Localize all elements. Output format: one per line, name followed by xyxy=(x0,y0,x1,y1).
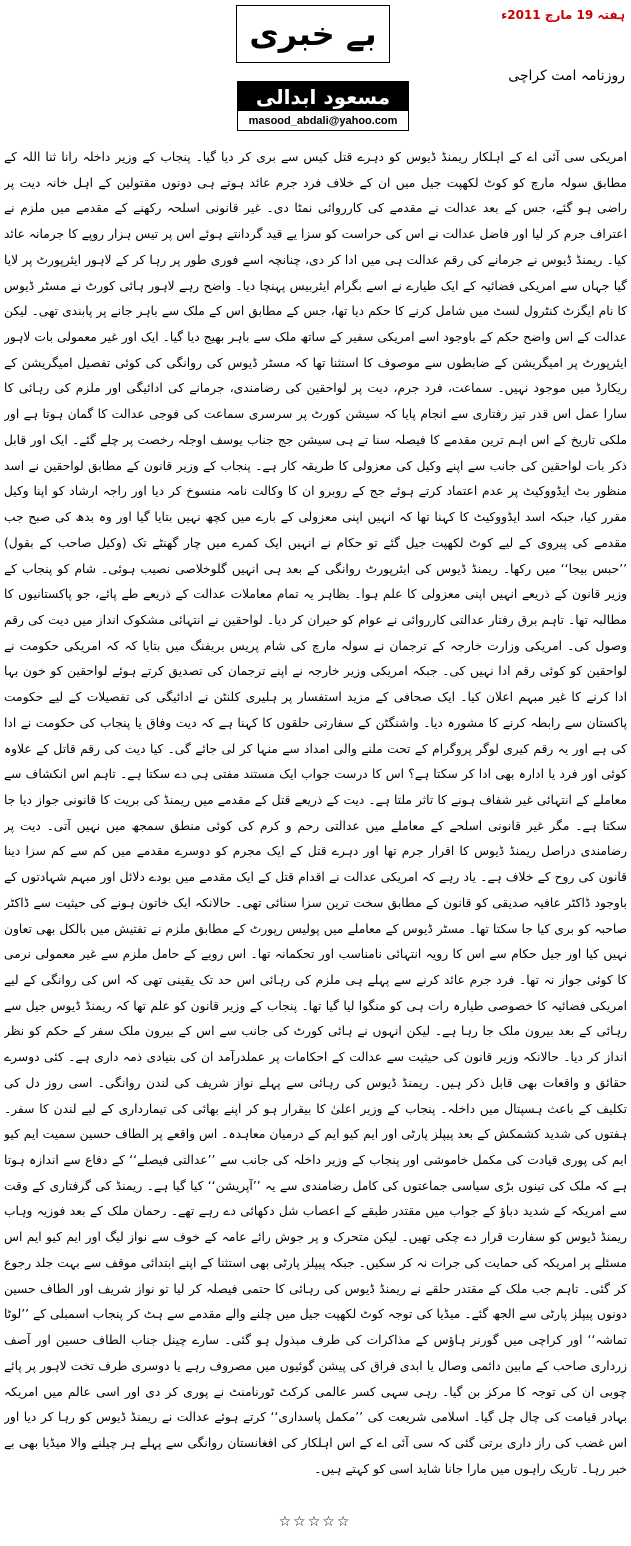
column-title xyxy=(236,5,390,63)
end-stars: ☆☆☆☆☆ xyxy=(278,1514,352,1530)
author-name: مسعود ابدالی xyxy=(238,82,408,111)
column-title-text: بے خبری xyxy=(249,15,377,53)
author-email: masood_abdali@yahoo.com xyxy=(248,114,398,127)
publication-date: ہفتہ 19 مارچ 2011ء xyxy=(501,8,625,22)
author-box xyxy=(237,81,409,131)
newspaper-name: روزنامہ امت کراچی xyxy=(508,68,625,84)
article-body: امریکی سی آئی اے کے اہلکار ریمنڈ ڈیوس کو دہرے قتل کیس سے بری کر دیا گیا۔ پنجاب کے وزیر داخلہ رانا ثنا اللہ کے مطابق سولہ مارچ کو کوٹ لکھپت جیل میں ان کے خلاف فرد جرم عائد ہوتے ہی دونوں مقتولین کے اہل خانہ دیت پر راضی ہو گئے، جس کے بعد عدالت نے مقدمے کی کارروائی نمٹا دی۔ غیر قانونی اسلحہ رکھنے کے مقدمے میں ملزم نے اعتراف جرم کر لیا اور فاضل عدالت نے اس کی حراست کو سزا یے قید گردانتے ہوئے اس پر تیس ہزار روپے کا جرمانہ عائد کیا۔ ریمنڈ ڈیوس نے جرمانے کی رقم عدالت ہی میں ادا کر دی، چنانچہ اسے فوری طور پر رہا کر کے لاہور ایئرپورٹ پر لایا گیا جہاں سے امریکی فضائیہ کے ایک طیارے نے اسے بگرام ایئربیس پہنچا دیا۔ واضح رہے لاہور ہائی کورٹ نے مسٹر ڈیوس کا نام ایگزٹ کنٹرول لسٹ میں شامل کرنے کا حکم دیا تھا، جس کے مطابق اس کے ملک سے باہر جانے پر پابندی تھی۔ لیکن عدالت کے اس واضح حکم کے باوجود اسے امریکی سفیر کے ساتھ ملک سے باہر بھیج دیا گیا۔ ایک اور غیر معمولی بات لاہور ایئرپورٹ پر امیگریشن کے ضابطوں سے موصوف کا استثنا تھا کہ مسٹر ڈیوس کی روانگی کی کوئی تفصیل امیگریشن کے ریکارڈ میں موجود نہیں۔ سماعت، فرد جرم، دیت پر لواحقین کی رضامندی، جرمانے کی ادائیگی اور ملزم کی رہائی کا سارا عمل اس قدر تیز رفتاری سے انجام پایا کہ سیشن کورٹ پر سرسری سماعت کی فوجی عدالت کا گمان ہوتا ہے اور ملکی تاریخ کے اس اہم ترین مقدمے کا فیصلہ سنا تے ہی سیشن جج جناب یوسف اوجلہ رخصت پر چلے گئے۔ ایک اور قابل ذکر بات لواحقین کی جانب سے اپنے وکیل کی معزولی کا طریقہ کار ہے۔ پنجاب کے وزیر قانون کے مطابق لواحقین نے اسد منظور بٹ ایڈووکیٹ پر عدم اعتماد کرتے ہوئے جج کے روبرو ان کا وکالت نامہ منسوخ کر دیا اور راجہ ارشاد کو اپنا وکیل مقرر کیا، جبکہ اسد ایڈووکیٹ کا کہنا تھا کہ انہیں اپنی معزولی کے بارے میں کچھ نہیں بتایا گیا اور وہ بدھ کی صبح جب مقدمے کی پیروی کے لیے کوٹ لکھپت جیل گئے تو حکام نے انہیں ایک کمرے میں چار گھنٹے تک (وکیل صاحب کے بقول) ’’حبس بیجا‘‘ میں رکھا۔ ریمنڈ ڈیوس کی ایئرپورٹ روانگی کے بعد ہی انہیں گلوخلاصی نصیب ہوئی۔ شام کو پنجاب کے وزیر قانون کے ذریعے انہیں اپنی معزولی کا علم ہوا۔ بظاہر یہ تمام معاملات عدالت کے ذریعے طے پائے، جو پاکستانیوں کا مطالبہ تھا۔ تاہم برق رفتار عدالتی کارروائی نے عوام کو حیران کر دیا۔ لواحقین نے انتہائی مشکوک انداز میں دیت کی رقم وصول کی۔ امریکی وزارت خارجہ کے ترجمان نے سولہ مارچ کی شام پریس بریفنگ میں بتایا کہ کہ امریکی حکومت نے لواحقین کو کوئی رقم ادا نہیں کی۔ جبکہ امریکی وزیر خارجہ نے اپنے ترجمان کی تصدیق کرتے ہوئے لواحقین کو خون بہا ادا کرنے کا غیر مبہم اعلان کیا۔ ایک صحافی کے مزید استفسار پر ہلیری کلنٹن نے ادائیگی کی تفصیلات کے لیے حکومت پاکستان سے رابطہ کرنے کا مشورہ دیا۔ واشنگٹن کے سفارتی حلقوں کا کہنا ہے کہ دیت وفاق یا پنجاب کی حکومت نے ادا کی ہے اور یہ رقم کیری لوگر پروگرام کے تحت ملنے والی امداد سے منہا کر لی جائے گی۔ کیا دیت کی رقم قاتل کے علاوہ کوئی اور فرد یا ادارہ بھی ادا کر سکتا ہے؟ اس کا درست جواب ایک مستند مفتی ہی دے سکتا ہے۔ تاہم اس انکشاف سے معاملے کے انتہائی غیر شفاف ہونے کا تاثر ملتا ہے۔ دیت کے ذریعے قتل کے مقدمے میں ریمنڈ کی بریت کا قانونی جواز دیا جا سکتا ہے۔ مگر غیر قانونی اسلحے کے معاملے میں عدالتی رحم و کرم کی کوئی منطق سمجھ میں نہیں آتی۔ دیت پر رضامندی دراصل ریمنڈ ڈیوس کا اقرار جرم تھا اور دہرے قتل کے ایک مجرم کو دوسرے مقدمے میں کم سے کم سزا دینا قانون کی روح کے خلاف ہے۔ یاد رہے کہ امریکی عدالت نے اقدام قتل کے ایک مقدمے میں بودے دلائل اور مبہم شہادتوں کے باوجود ڈاکٹر عافیہ صدیقی کو قانون کے مطابق سخت ترین سزا سنائی تھی۔ حالانکہ ایک خاتون ہونے کی حیثیت سے ڈاکٹر صاحبہ کو بری کیا جا سکتا تھا۔ مسٹر ڈیوس کے معاملے میں پولیس رپورٹ کے مطابق ملزم نے تفتیش میں بالکل بھی تعاون نہیں کیا اور جیل حکام سے اس کا رویہ انتہائی نامناسب اور تحکمانہ تھا۔ اس رویے کے حامل ملزم سے غیر معمولی نرمی کا کوئی جواز نہ تھا۔ فرد جرم عائد کرنے سے پہلے ہی ملزم کی رہائی اس حد تک یقینی تھی کہ اس کی روانگی کے لیے امریکی فضائیہ کا خصوصی طیارہ رات ہی کو منگوا لیا گیا تھا۔ پنجاب کے وزیر قانون کو علم تھا کہ ریمنڈ ڈیوس جیل سے رہائی کے بعد بیرون ملک جا رہا ہے۔ لیکن انہوں نے ہائی کورٹ کی جانب سے اس کے بیرون ملک سفر کے حکم کو نظر انداز کر دیا۔ حالانکہ وزیر قانون کی حیثیت سے عدالت کے احکامات پر عملدرآمد ان کی بنیادی ذمہ داری ہے۔ کئی دوسرے حقائق و واقعات بھی قابل ذکر ہیں۔ ریمنڈ ڈیوس کی رہائی سے پہلے نواز شریف کی لندن روانگی۔ اسی روز دل کی تکلیف کے باعث ہسپتال میں داخلہ۔ پنجاب کے وزیر اعلیٰ کا بیقرار ہو کر اپنے بھائی کی تیمارداری کے لیے لندن کا سفر۔ ہفتوں کی شدید کشمکش کے بعد پیپلز پارٹی اور ایم کیو ایم کے درمیان معاہدہ۔ اس واقعے پر الطاف حسین سمیت ایم کیو ایم کی پوری قیادت کی مکمل خاموشی اور پنجاب کے وزیر داخلہ کی جانب سے ’’عدالتی فیصلے‘‘ کے دفاع سے اندازہ ہوتا ہے کہ ملک کی تینوں بڑی سیاسی جماعتوں کی کامل رضامندی سے یہ ’’آپریشن‘‘ کیا گیا ہے۔ ریمنڈ کی گرفتاری کے وقت سے امریکہ کے شدید دباؤ کے جواب میں مقتدر طبقے کے اعصاب شل دکھائی دے رہے تھے۔ رحمان ملک کے بعد فوزیہ وہاب ریمنڈ ڈیوس کو سفارت قرار دے چکی تھیں۔ لیکن متحرک و پر جوش رائے عامہ کے خوف سے نواز لیگ اور ایم کیو ایم اس مسئلے پر امریکہ کی حمایت کی جرات نہ کر سکیں۔ جبکہ پیپلز پارٹی بھی استثنا کے اپنے ابتدائی موقف سے بہت جلد رجوع کر گئی۔ تاہم جب ملک کے مقتدر حلقے نے ریمنڈ ڈیوس کی رہائی کا حتمی فیصلہ کر لیا تو نواز شریف اور الطاف حسین دونوں پیپلز پارٹی سے الجھ گئے۔ میڈیا کی توجہ کوٹ لکھپت جیل میں چلنے والے مقدمے سے ہٹ کر پنجاب اسمبلی کے ’’لوٹا تماشہ‘‘ اور کراچی میں گورنر ہاؤس کے مذاکرات کی طرف مبذول ہو گئی۔ سارے چینل جناب الطاف حسین اور آصف زرداری صاحب کے مابین دائمی وصال یا ابدی فراق کی پیشن گوئیوں میں مصروف رہے یا دوسری طرف تخت لاہور پر پائے چوبی ان کی توجہ کا مرکز بن گیا۔ رہی سہی کسر عالمی کرکٹ ٹورنامنٹ نے پوری کر دی اور اسی عالم میں امریکہ بہادر قیامت کی چال چل گیا۔ اسلامی شریعت کی ’’مکمل پاسداری‘‘ کرتے ہوئے عدالت نے ریمنڈ ڈیوس کو رہا کر دیا اور اس غضب کی راز داری برتی گئی کہ سی آئی اے کے اس اہلکار کی افغانستان روانگی سے پہلے ہر چیلنے والا میڈیا بھی بے خبر رہا۔ تاریک راہوں میں مارا جانا شاید اسی کو کہتے ہیں۔ xyxy=(4,150,627,1476)
